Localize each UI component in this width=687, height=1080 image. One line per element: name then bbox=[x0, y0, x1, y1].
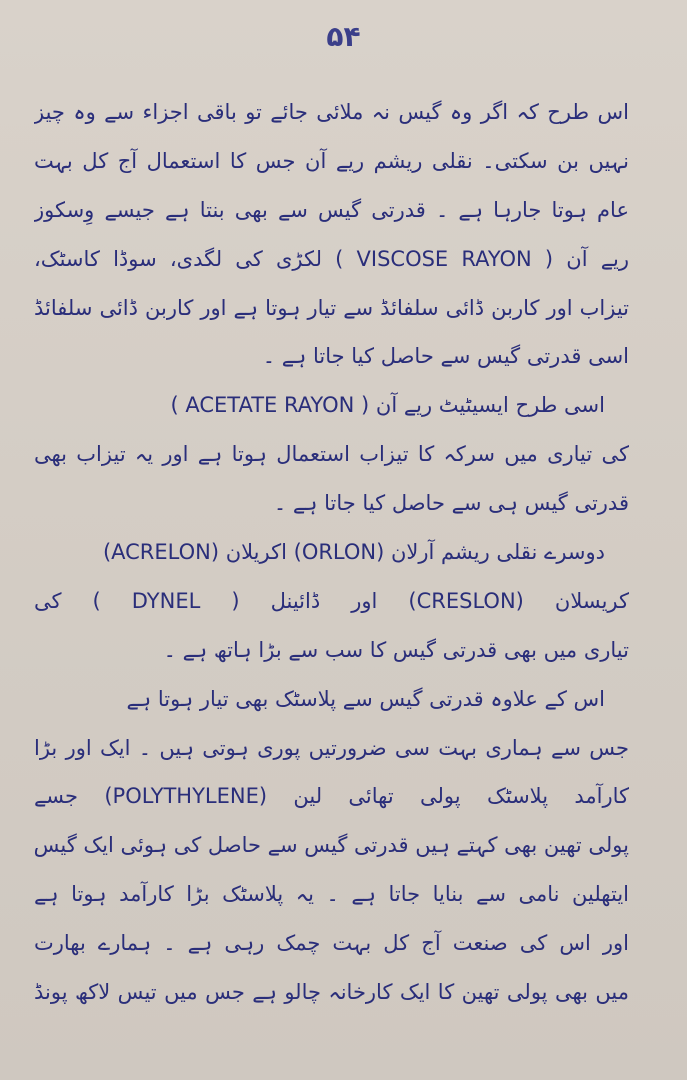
text-line: اس طرح کہ اگر وہ گیس نہ ملائی جائے تو باقی اجزاء سے وہ چیز bbox=[34, 100, 629, 124]
text-line: اس کے علاوہ قدرتی گیس سے پلاسٹک بھی تیار ہوتا ہے bbox=[126, 686, 605, 711]
text-line: اسی قدرتی گیس سے حاصل کیا جاتا ہے ۔ bbox=[262, 344, 629, 369]
text-line: ریے آن ( VISCOSE RAYON ) لکڑی کی لگدی، سوڈا کاسٹک، bbox=[34, 246, 629, 271]
text-line: کریسلان (CRESLON) اور ڈائینل ( DYNEL ) کی bbox=[34, 588, 629, 613]
urdu-text-block bbox=[34, 88, 629, 1017]
text-line: قدرتی گیس ہی سے حاصل کیا جاتا ہے ۔ bbox=[273, 491, 629, 516]
text-line: اسی طرح ایسیٹیٹ ریے آن ( ACETATE RAYON ) bbox=[170, 393, 605, 418]
text-line: میں بھی پولی تھین کا ایک کارخانہ چالو ہے جس میں تیس لاکھ پونڈ bbox=[34, 980, 629, 1005]
text-line: عام ہوتا جارہا ہے ۔ قدرتی گیس سے بھی بنتا ہے جیسے وِسکوز bbox=[34, 197, 629, 222]
text-line: جس سے ہماری بہت سی ضرورتیں پوری ہوتی ہیں ۔ ایک اور بڑا bbox=[34, 735, 629, 760]
text-line: کی تیاری میں سرکہ کا تیزاب استعمال ہوتا ہے اور یہ تیزاب بھی bbox=[34, 442, 629, 467]
text-line: اور اس کی صنعت آج کل بہت چمک رہی ہے ۔ ہمارے بھارت bbox=[34, 931, 629, 956]
text-line: پولی تھین بھی کہتے ہیں قدرتی گیس سے حاصل کی ہوئی ایک گیس bbox=[34, 833, 629, 858]
text-line: ایتھلین نامی سے بنایا جاتا ہے ۔ یہ پلاسٹک بڑا کارآمد ہوتا ہے bbox=[34, 882, 629, 907]
text-line: نہیں بن سکتی۔ نقلی ریشم ریے آن جس کا استعمال آج کل بہت bbox=[34, 148, 629, 173]
text-line: تیاری میں بھی قدرتی گیس کا سب سے بڑا ہاتھ ہے ۔ bbox=[163, 637, 629, 662]
text-line: دوسرے نقلی ریشم آرلان (ORLON) اکریلان (ACRELON) bbox=[102, 540, 605, 565]
text-line: تیزاب اور کاربن ڈائی سلفائڈ سے تیار ہوتا ہے اور کاربن ڈائی سلفائڈ bbox=[34, 295, 629, 320]
page-number: ۵۴ bbox=[326, 20, 361, 53]
text-line: کارآمد پلاسٹک پولی تھائی لین (POLYTHYLENE) جسے bbox=[34, 784, 629, 809]
